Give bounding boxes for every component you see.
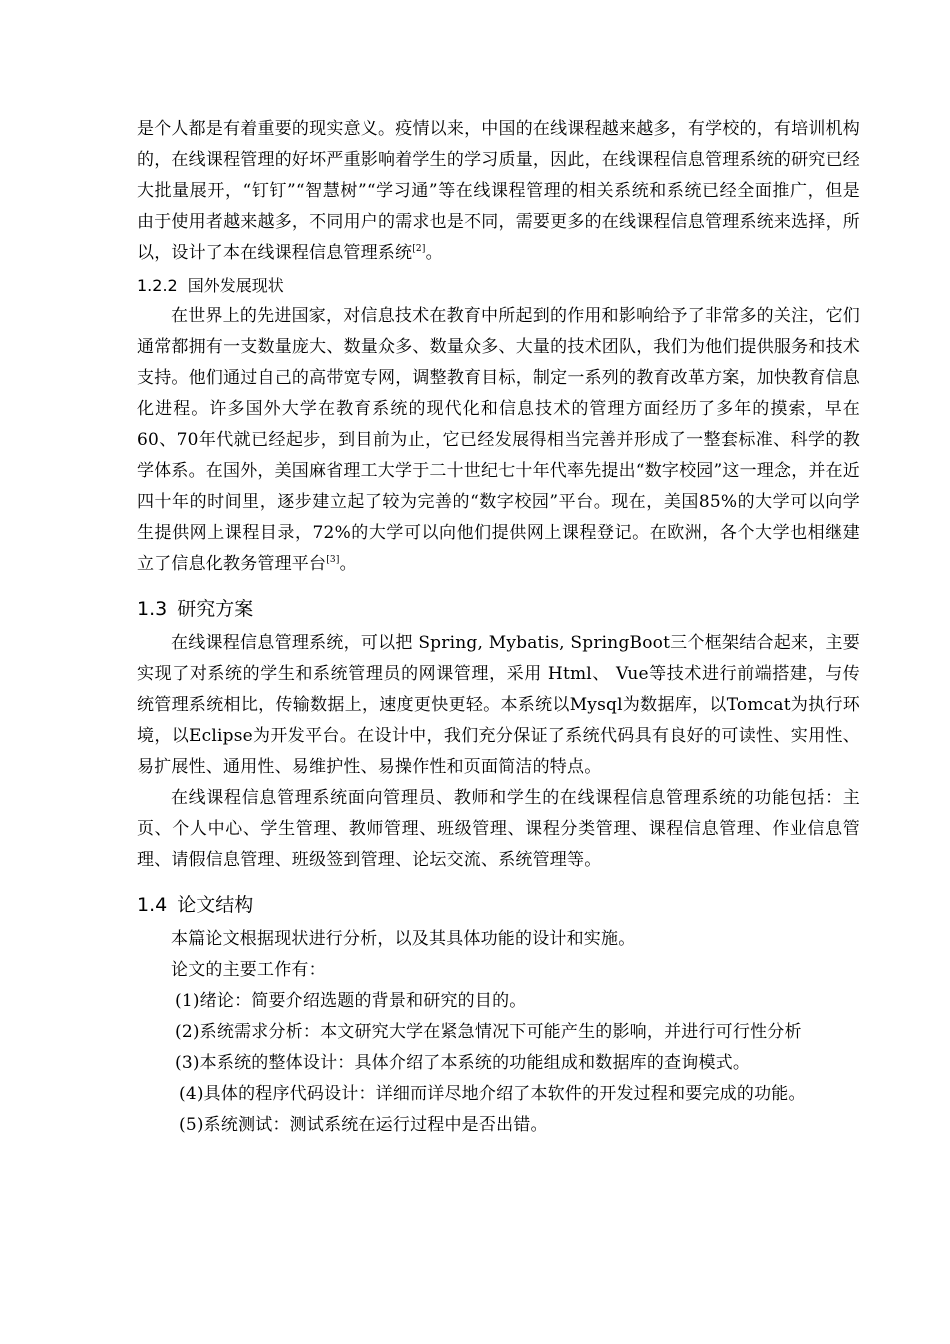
paragraph-main-work: 论文的主要工作有：	[171, 960, 326, 980]
document-page	[137, 114, 860, 1141]
paragraph-research-plan: 在线课程信息管理系统，可以把 Spring, Mybatis, SpringBoot三个框架结合起来，主要实现了对系统的学生和系统管理员的网课管理，采用 Html、 Vue等技术进行前端搭建，与传统管理系统相比，传输数据上，速度更快更轻。本系统以Mysql为数据库，以Tomcat为执行环境，以Eclipse为开发平台。在设计中，我们充分保证了系统代码具有良好的可读性、实用性、易扩展性、通用性、易维护性、易操作性和页面简洁的特点。	[137, 633, 860, 777]
section-1-2-2-heading: 1.2.2 国外发展现状	[137, 276, 284, 295]
list-item: (1)绪论：简要介绍选题的背景和研究的目的。	[175, 991, 527, 1011]
paragraph-thesis-intro: 本篇论文根据现状进行分析，以及其具体功能的设计和实施。	[171, 929, 636, 949]
list-item: (2)系统需求分析：本文研究大学在紧急情况下可能产生的影响，并进行可行性分析	[175, 1022, 802, 1042]
paragraph-system-functions: 在线课程信息管理系统面向管理员、教师和学生的在线课程信息管理系统的功能包括：主页、个人中心、学生管理、教师管理、班级管理、课程分类管理、课程信息管理、作业信息管理、请假信息管理、班级签到管理、论坛交流、系统管理等。	[137, 788, 860, 870]
list-item: (4)具体的程序代码设计：详细而详尽地介绍了本软件的开发过程和要完成的功能。	[179, 1084, 806, 1104]
paragraph-domestic-conclusion: 是个人都是有着重要的现实意义。疫情以来，中国的在线课程越来越多，有学校的，有培训机构的，在线课程管理的好坏严重影响着学生的学习质量，因此，在线课程信息管理系统的研究已经大批量展开，“钉钉”“智慧树”“学习通”等在线课程管理的相关系统和系统已经全面推广，但是由于使用者越来越多，不同用户的需求也是不同，需要更多的在线课程信息管理系统来选择，所以，设计了本在线课程信息管理系统[2]。	[137, 119, 860, 263]
list-item: (3)本系统的整体设计：具体介绍了本系统的功能组成和数据库的查询模式。	[175, 1053, 751, 1073]
list-item: (5)系统测试：测试系统在运行过程中是否出错。	[179, 1115, 548, 1135]
paragraph-foreign-status: 在世界上的先进国家，对信息技术在教育中所起到的作用和影响给予了非常多的关注，它们通常都拥有一支数量庞大、数量众多、数量众多、大量的技术团队，我们为他们提供服务和技术支持。他们通过自己的高带宽专网，调整教育目标，制定一系列的教育改革方案，加快教育信息化进程。许多国外大学在教育系统的现代化和信息技术的管理方面经历了多年的摸索，早在60、70年代就已经起步，到目前为止，它已经发展得相当完善并形成了一整套标准、科学的教学体系。在国外，美国麻省理工大学于二十世纪七十年代率先提出“数字校园”这一理念，并在近四十年的时间里，逐步建立起了较为完善的“数字校园”平台。现在，美国85%的大学可以向学生提供网上课程目录，72%的大学可以向他们提供网上课程登记。在欧洲，各个大学也相继建立了信息化教务管理平台[3]。	[137, 306, 860, 574]
citation-2: [2]	[412, 244, 426, 254]
section-1-3-heading: 1.3 研究方案	[137, 598, 254, 620]
section-1-4-heading: 1.4 论文结构	[137, 894, 254, 916]
citation-3: [3]	[326, 555, 340, 565]
